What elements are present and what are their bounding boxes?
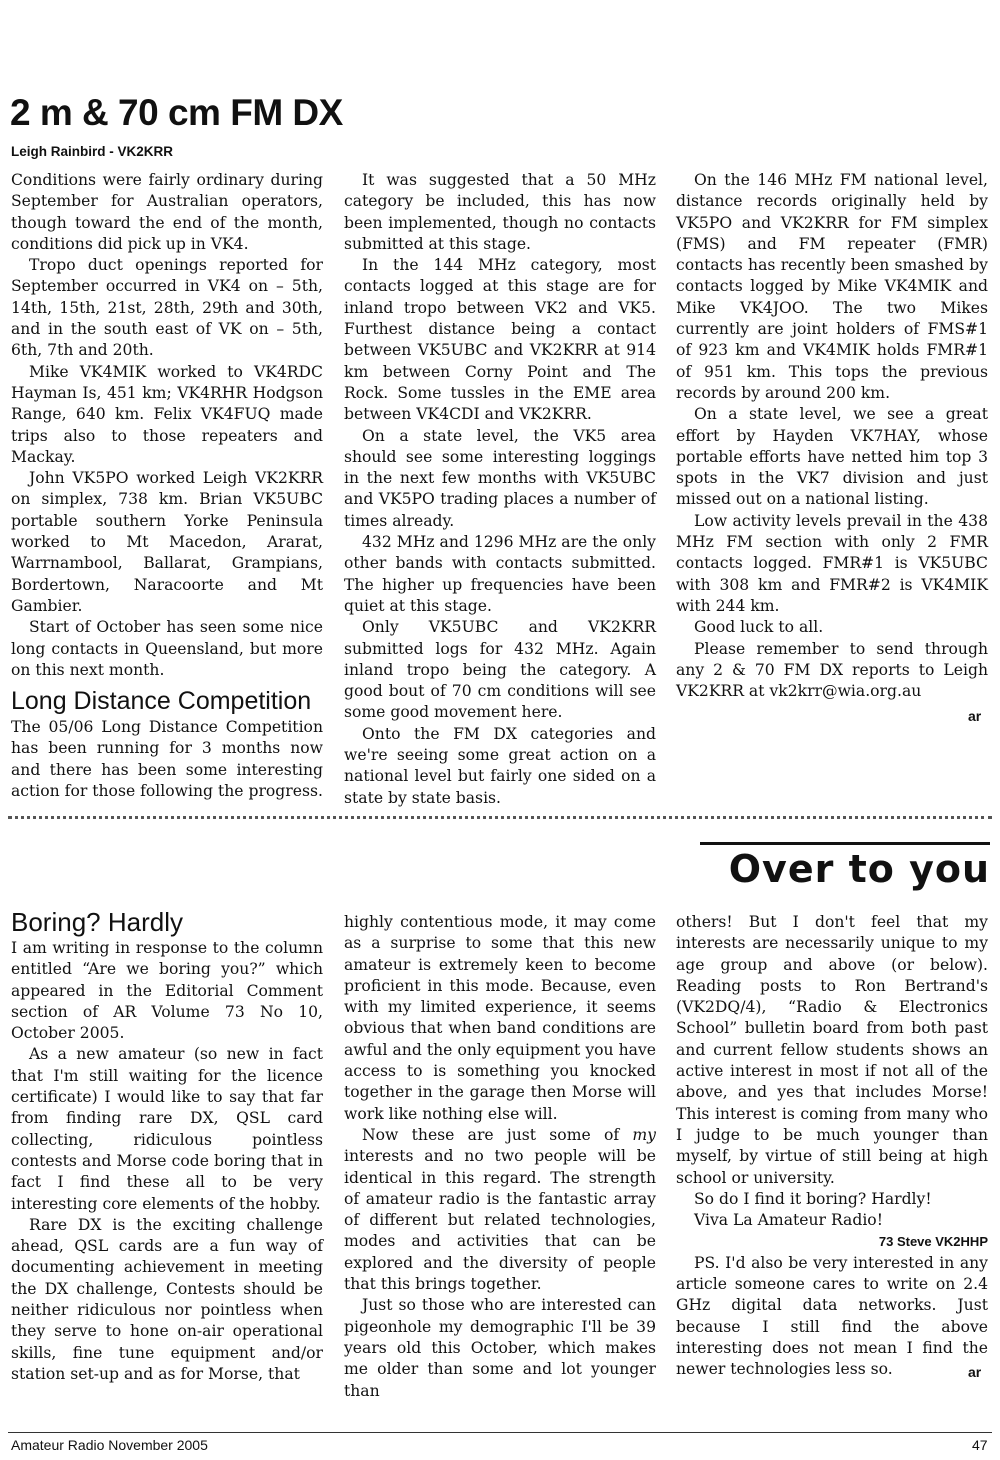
end-mark: ar — [968, 708, 982, 724]
paragraph: Good luck to all. — [694, 618, 824, 637]
end-mark: ar — [968, 1364, 982, 1380]
section-heading: Long Distance Competition — [11, 687, 312, 716]
article2-column-1 — [11, 906, 323, 1385]
paragraph: Onto the FM DX categories and we're seeing some great action on a national level but fairly one sided on a state by state basis. — [344, 724, 656, 807]
section-banner-text: Over to you — [728, 847, 990, 891]
footer-publication: Amateur Radio November 2005 — [11, 1437, 208, 1453]
paragraph: highly contentious mode, it may come as a surprise to some that this new amateur is extremely keen to become proficient in this mode. Because, even with my limited experience, it seems obvious that when band conditions are awful and the only equipment you have access to is something you knocked together in the garage then Morse will work like nothing else will. — [344, 913, 656, 1123]
paragraph: Just so those who are interested can pigeonhole my demographic I'll be 39 years old this October, which makes me older than some and lot younger than — [344, 1296, 656, 1400]
paragraph: Conditions were fairly ordinary during September for Australian operators, though toward the end of the month, conditions did pick up in VK4. — [11, 171, 323, 253]
paragraph: Only VK5UBC and VK2KRR submitted logs for 432 MHz. Again inland tropo being the category. A good bout of 70 cm conditions will see some good movement here. — [344, 618, 656, 722]
paragraph: John VK5PO worked Leigh VK2KRR on simplex, 738 km. Brian VK5UBC portable southern Yorke Peninsula worked to Mt Macedon, Ararat, Warrnambool, Ballarat, Grampians, Bordertown, Naracoorte and Mt Gambier. — [11, 469, 323, 615]
paragraph: As a new amateur (so new in fact that I'm still waiting for the licence certificate) I would like to say that far from finding rare DX, QSL card collecting, ridiculous pointless contests and Morse code boring that in fact I find these all to be very interesting core elements of the hobby. — [11, 1045, 323, 1213]
section-banner — [700, 842, 990, 893]
paragraph: Please remember to send through any 2 & 70 FM DX reports to Leigh VK2KRR at vk2krr@wia.org.au — [676, 639, 988, 701]
paragraph: On a state level, the VK5 area should see some interesting loggings in the next few months with VK5UBC and VK5PO trading places a number of times already. — [344, 426, 656, 530]
paragraph: Low activity levels prevail in the 438 MHz FM section with only 2 FMR contacts logged. FMR#1 is VK5UBC with 308 km and FMR#2 is VK4MIK with 244 km. — [676, 511, 988, 615]
paragraph: Tropo duct openings reported for September occurred in VK4 on – 5th, 14th, 15th, 21st, 28th, 29th and 30th, and in the south east of VK on – 5th, 6th, 7th and 20th. — [11, 256, 323, 360]
article1-column-1 — [11, 170, 323, 802]
paragraph: Start of October has seen some nice long contacts in Queensland, but more on this next month. — [11, 618, 323, 679]
paragraph: Rare DX is the exciting challenge ahead, QSL cards are a fun way of documenting achievement in meeting the DX challenge, Contests should be neither ridiculous nor pointless when they serve to hone on-air operational skills, fine tune equipment and/or station set-up and as for Morse, that — [11, 1215, 323, 1383]
text-run: Now these are just some of — [362, 1125, 633, 1144]
paragraph: In the 144 MHz category, most contacts logged at this stage are for inland tropo between VK2 and VK5. Furthest distance being a contact between VK5UBC and VK2KRR at 914 km between Corny Point and The Rock. Some tussles in the EME area between VK4CDI and VK2KRR. — [344, 256, 656, 424]
paragraph: Viva La Amateur Radio! — [694, 1211, 883, 1230]
article2-column-2 — [344, 912, 656, 1402]
text-run: interests and no two people will be identical in this regard. The strength of amateur radio is the fantastic array of different but related technologies, modes and activities that can be explored and the diversity of people that this brings together. — [344, 1147, 656, 1294]
article1-column-3 — [676, 170, 988, 702]
paragraph: On a state level, we see a great effort by Hayden VK7HAY, whose portable efforts have netted him top 3 spots in the VK7 division and just missed out on a national listing. — [676, 405, 988, 509]
paragraph: others! But I don't feel that my interests are necessarily unique to my age group and above (or below). Reading posts to Ron Bertrand's (VK2DQ/4), “Radio & Electronics School” bulletin board from both past and current fellow students shows an active interest in most if not all of the above, and yes that includes Morse! This interest is coming from many who I judge to be much younger than myself, by virtue of still being at high school or university. — [676, 913, 988, 1187]
paragraph: I am writing in response to the column entitled “Are we boring you?” which appeared in the Editorial Comment section of AR Volume 73 No 10, October 2005. — [11, 939, 323, 1043]
signature: 73 Steve VK2HHP — [878, 1234, 988, 1250]
paragraph: PS. I'd also be very interested in any article someone cares to write on 2.4 GHz digital data networks. Just because I still find the above interesting does not mean I find the newer technologies less so. — [676, 1253, 988, 1379]
byline: Leigh Rainbird - VK2KRR — [11, 144, 174, 159]
article-title: Boring? Hardly — [11, 907, 183, 937]
paragraph — [344, 1125, 656, 1295]
paragraph: Mike VK4MIK worked to VK4RDC Hayman Is, 451 km; VK4RHR Hodgson Range, 640 km. Felix VK4FUQ made trips also to those repeaters and Mackay. — [11, 362, 323, 466]
emphasis: my — [632, 1125, 656, 1144]
paragraph: The 05/06 Long Distance Competition has been running for 3 months now and there has been some interesting action for those following the progress. — [11, 718, 323, 801]
paragraph: It was suggested that a 50 MHz category be included, this has now been implemented, though no contacts submitted at this stage. — [344, 171, 656, 253]
article2-column-3 — [676, 912, 988, 1381]
article-title: 2 m & 70 cm FM DX — [10, 92, 343, 133]
footer-rule — [8, 1432, 992, 1433]
paragraph: On the 146 MHz FM national level, distance records originally held by VK5PO and VK2KRR for FM simplex (FMS) and FM repeater (FMR) contacts has recently been smashed by contacts logged by Mike VK4MIK and Mike VK4JOO. The two Mikes currently are joint holders of FMS#1 of 923 km and VK4MIK holds FMR#1 of 951 km. This tops the previous records by around 200 km. — [676, 171, 988, 402]
paragraph: So do I find it boring? Hardly! — [694, 1189, 932, 1208]
article1-column-2 — [344, 170, 656, 809]
section-divider — [8, 816, 992, 819]
page-number: 47 — [972, 1437, 988, 1453]
paragraph: 432 MHz and 1296 MHz are the only other bands with contacts submitted. The higher up frequencies have been quiet at this stage. — [344, 533, 656, 615]
